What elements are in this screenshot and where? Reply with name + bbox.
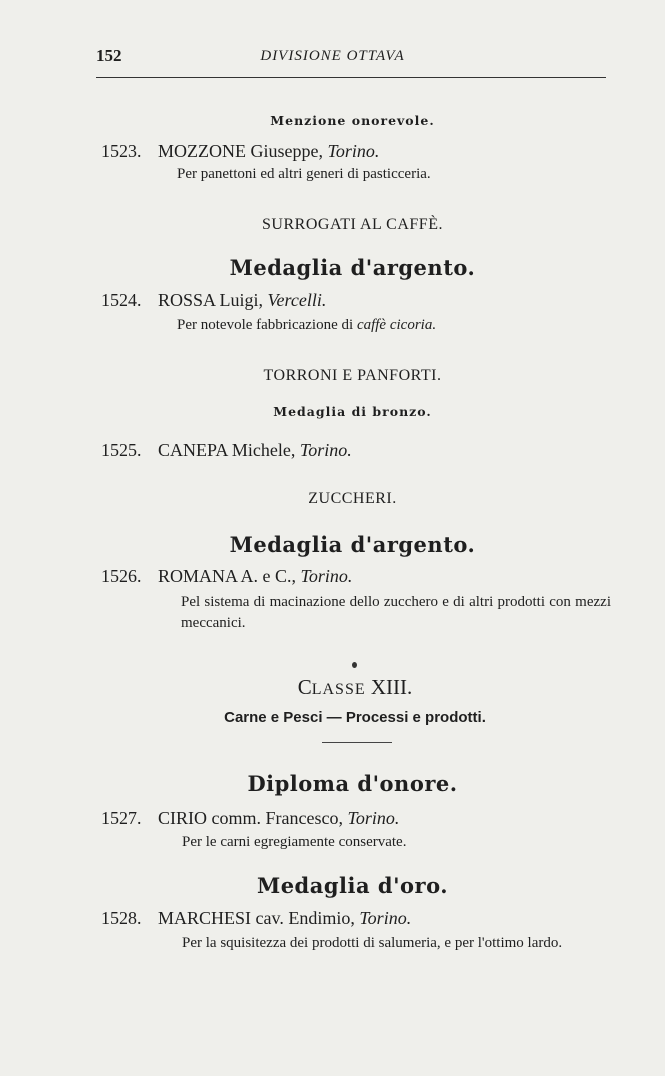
award-heading-diploma: Diploma d'onore. bbox=[247, 771, 458, 796]
running-title: DIVISIONE OTTAVA bbox=[260, 48, 405, 64]
entry-number-1523: 1523. bbox=[101, 141, 142, 161]
entry-description-1528: Per la squisitezza dei prodotti di salumeria, e per l'ottimo lardo. bbox=[182, 935, 563, 951]
entry-number-1524: 1524. bbox=[101, 290, 142, 310]
ornament-dot bbox=[352, 662, 357, 668]
class-subtitle: Carne e Pesci — Processi e prodotti. bbox=[224, 709, 486, 726]
award-heading-menzione: Menzione onorevole. bbox=[270, 113, 435, 128]
entry-name-1527: CIRIO comm. Francesco, Torino. bbox=[158, 808, 400, 828]
entry-number-1525: 1525. bbox=[101, 440, 142, 460]
entry-description-1523: Per panettoni ed altri generi di pasticceria. bbox=[177, 166, 431, 182]
entry-number-1527: 1527. bbox=[101, 808, 142, 828]
entry-name-1523: MOZZONE Giuseppe, Torino. bbox=[158, 141, 380, 161]
page-number: 152 bbox=[96, 46, 122, 65]
entry-name-1528: MARCHESI cav. Endimio, Torino. bbox=[158, 908, 412, 928]
award-heading-bronzo: Medaglia di bronzo. bbox=[273, 404, 432, 419]
entry-number-1526: 1526. bbox=[101, 566, 142, 586]
award-heading-argento-2: Medaglia d'argento. bbox=[229, 532, 476, 557]
entry-description-1527: Per le carni egregiamente conservate. bbox=[182, 834, 407, 850]
section-divider bbox=[322, 742, 392, 743]
entry-description-1526: Pel sistema di macinazione dello zucchero e di altri prodotti con mezzi meccanici. bbox=[181, 594, 611, 631]
section-title-surrogati: SURROGATI AL CAFFÈ. bbox=[262, 216, 443, 233]
entry-name-1525: CANEPA Michele, Torino. bbox=[158, 440, 352, 460]
entry-description-1524: Per notevole fabbricazione di caffè cicoria. bbox=[177, 317, 437, 333]
entry-name-1524: ROSSA Luigi, Vercelli. bbox=[158, 290, 327, 310]
entry-name-1526: ROMANA A. e C., Torino. bbox=[158, 566, 353, 586]
section-title-zuccheri: ZUCCHERI. bbox=[308, 490, 397, 507]
class-heading: CLASSE XIII. bbox=[297, 675, 413, 699]
entry-number-1528: 1528. bbox=[101, 908, 142, 928]
award-heading-argento-1: Medaglia d'argento. bbox=[229, 255, 476, 280]
award-heading-oro: Medaglia d'oro. bbox=[256, 873, 449, 898]
section-title-torroni: TORRONI E PANFORTI. bbox=[263, 367, 442, 384]
header-rule bbox=[96, 77, 606, 78]
